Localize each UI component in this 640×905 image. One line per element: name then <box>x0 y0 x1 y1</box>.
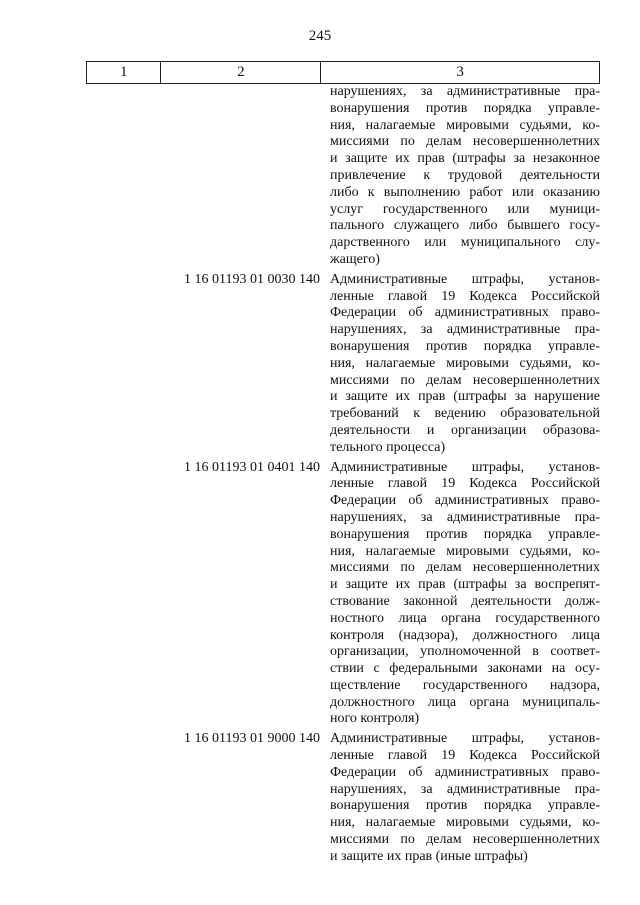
revenue-description <box>330 272 600 457</box>
revenue-code: 1 16 01193 01 0401 140 <box>184 459 320 475</box>
table-header <box>86 61 600 84</box>
cell-empty <box>86 84 160 269</box>
revenue-code: 1 16 01193 01 0030 140 <box>184 271 320 287</box>
description-line: ностного лица органа государственного <box>330 610 600 626</box>
description-line: либо к выполнению работ или оказанию <box>330 184 600 200</box>
description-line: ния, налагаемые мировыми судьями, ко- <box>330 815 600 831</box>
description-line: ленные главой 19 Кодекса Российской <box>330 476 600 492</box>
description-line: контроля (надзора), должностного лица <box>330 627 600 643</box>
cell-empty <box>86 460 160 729</box>
description-line: вонарушения против порядка управле- <box>330 338 600 354</box>
description-line: деятельности и организации образова- <box>330 422 600 438</box>
description-line: Административные штрафы, установ- <box>330 459 600 475</box>
description-line: миссиями по делам несовершеннолетних <box>330 134 600 150</box>
description-line: ствование законной деятельности долж- <box>330 593 600 609</box>
description-line: тельного процесса) <box>330 439 446 455</box>
description-line: Федерации об административных право- <box>330 493 600 509</box>
column-header-2: 2 <box>161 62 321 84</box>
description-line: организации, уполномоченной в соответ- <box>330 644 600 660</box>
description-line: и защите их прав (штрафы за воспрепят- <box>330 577 600 593</box>
revenue-description <box>330 460 600 729</box>
revenue-description <box>330 84 600 269</box>
cell-empty <box>86 731 160 865</box>
description-line: Федерации об административных право- <box>330 764 600 780</box>
description-line: пального служащего либо бывшего госу- <box>330 218 600 234</box>
description-line: и защите их прав (штрафы за незаконное <box>330 151 600 167</box>
description-line: ленные главой 19 Кодекса Российской <box>330 748 600 764</box>
page-number: 245 <box>308 28 332 44</box>
description-line: нарушениях, за административные пра- <box>330 509 600 525</box>
revenue-description <box>330 731 600 865</box>
description-line: Федерации об административных право- <box>330 305 600 321</box>
description-line: услуг государственного или муници- <box>330 201 600 217</box>
column-header-1: 1 <box>87 62 161 84</box>
table-row <box>86 460 600 729</box>
description-line: нарушениях, за административные пра- <box>330 322 600 338</box>
description-line: ного контроля) <box>330 711 420 727</box>
description-line: Административные штрафы, установ- <box>330 731 600 747</box>
column-header-3: 3 <box>321 62 600 84</box>
table-body <box>86 84 600 869</box>
description-line: ленные главой 19 Кодекса Российской <box>330 288 600 304</box>
description-line: нарушениях, за административные пра- <box>330 84 600 99</box>
description-line: миссиями по делам несовершеннолетних <box>330 372 600 388</box>
description-line: миссиями по делам несовершеннолетних <box>330 832 600 848</box>
description-line: требований к ведению образовательной <box>330 406 600 422</box>
description-line: ществление государственного надзора, <box>330 677 600 693</box>
description-line: миссиями по делам несовершеннолетних <box>330 560 600 576</box>
description-line: дарственного или муниципального слу- <box>330 235 600 251</box>
revenue-code <box>160 84 320 269</box>
description-line: жащего) <box>330 251 380 267</box>
revenue-code: 1 16 01193 01 9000 140 <box>184 731 320 747</box>
description-line: должностного лица органа муниципаль- <box>330 694 600 710</box>
description-line: и защите их прав (иные штрафы) <box>330 848 528 864</box>
table-row <box>86 84 600 269</box>
description-line: Административные штрафы, установ- <box>330 271 600 287</box>
description-line: вонарушения против порядка управле- <box>330 798 600 814</box>
description-line: нарушениях, за административные пра- <box>330 781 600 797</box>
description-line: вонарушения против порядка управле- <box>330 526 600 542</box>
description-line: вонарушения против порядка управле- <box>330 100 600 116</box>
table-row <box>86 272 600 457</box>
description-line: и защите их прав (штрафы за нарушение <box>330 389 600 405</box>
description-line: привлечение к трудовой деятельности <box>330 167 600 183</box>
description-line: ния, налагаемые мировыми судьями, ко- <box>330 117 600 133</box>
table-row <box>86 731 600 865</box>
description-line: ния, налагаемые мировыми судьями, ко- <box>330 355 600 371</box>
description-line: ствии с федеральными законами на осу- <box>330 661 600 677</box>
cell-empty <box>86 272 160 457</box>
description-line: ния, налагаемые мировыми судьями, ко- <box>330 543 600 559</box>
